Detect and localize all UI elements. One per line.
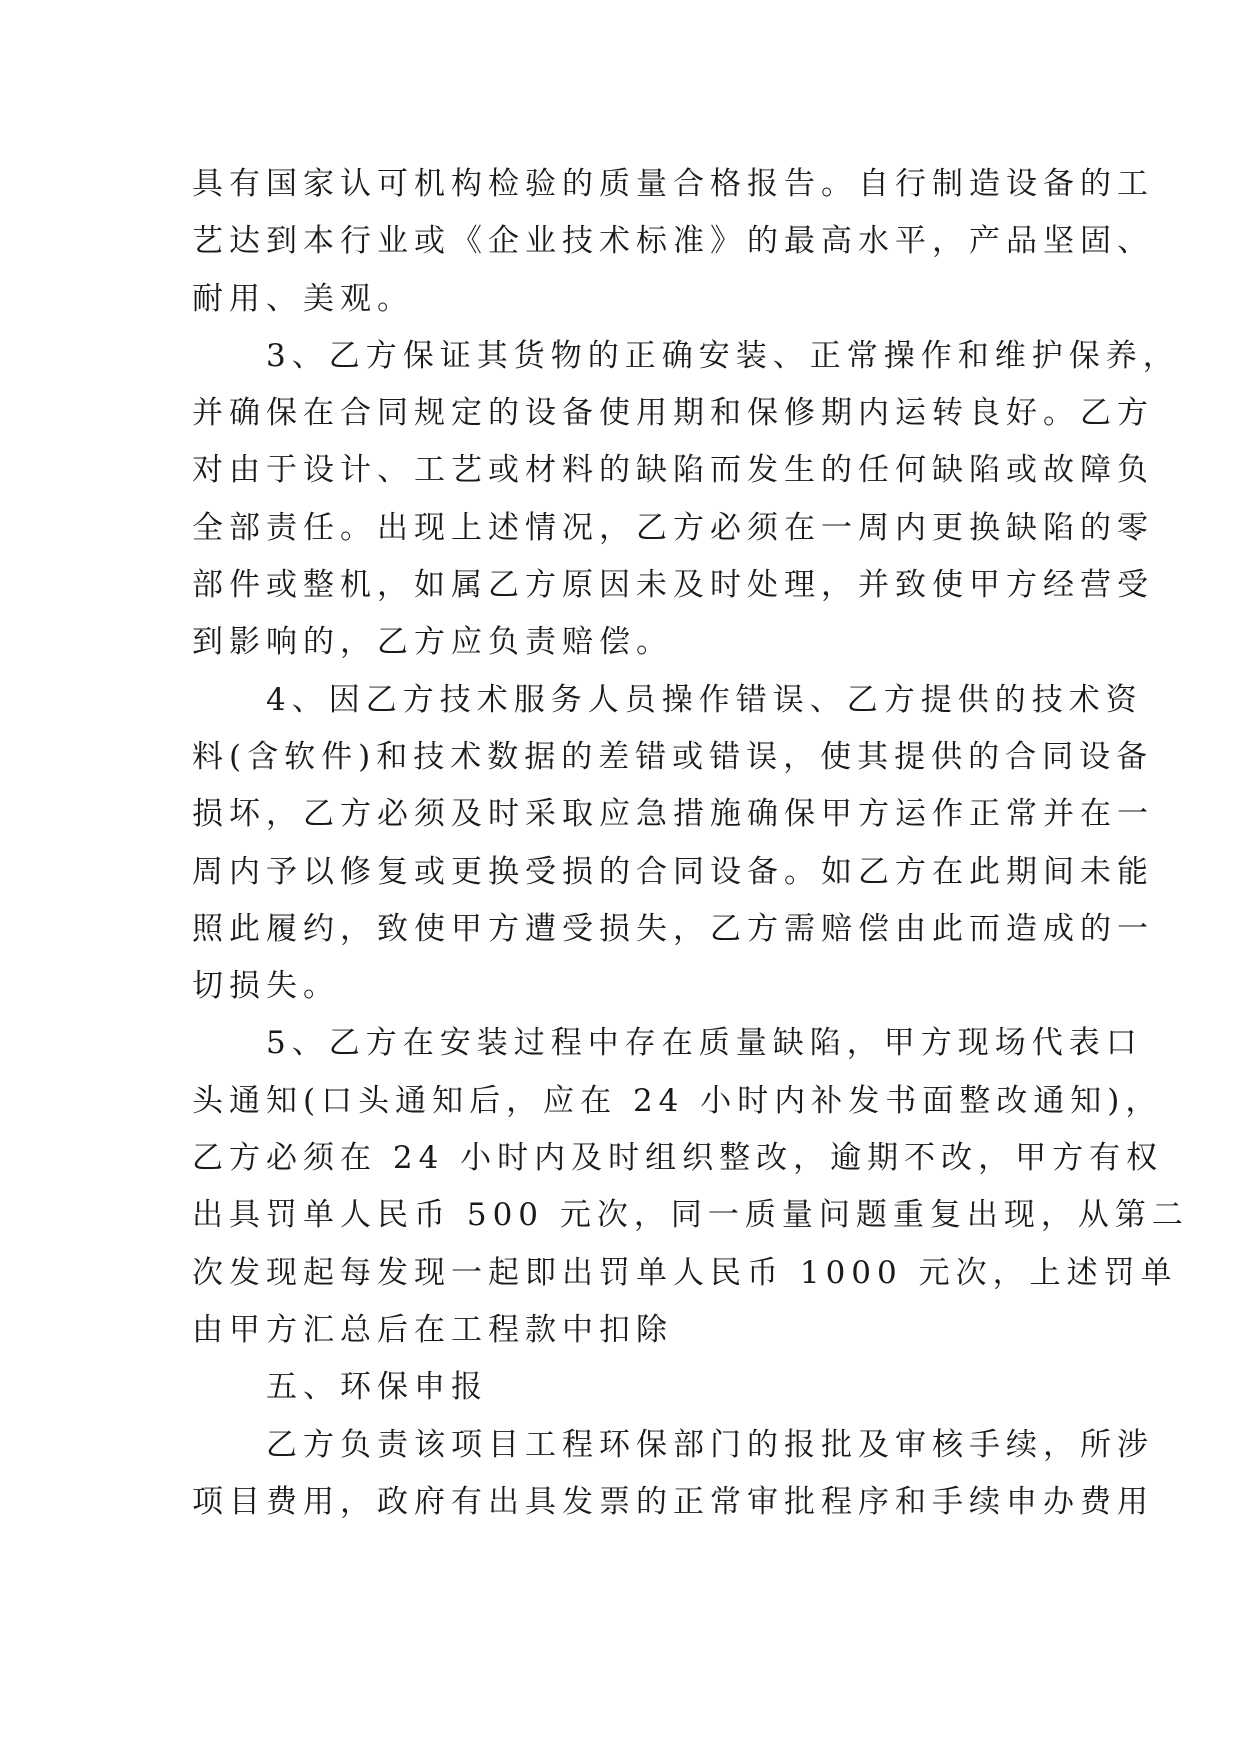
text-line: 照此履约，致使甲方遭受损失，乙方需赔偿由此而造成的一 — [192, 910, 1154, 947]
text-line: 头通知(口头通知后，应在 24 小时内补发书面整改通知)， — [192, 1082, 1163, 1119]
text-line: 乙方负责该项目工程环保部门的报批及审核手续，所涉 — [192, 1426, 1154, 1463]
text-line: 周内予以修复或更换受损的合同设备。如乙方在此期间未能 — [192, 853, 1154, 890]
text-line: 艺达到本行业或《企业技术标准》的最高水平，产品坚固、 — [192, 223, 1154, 260]
text-line: 损坏，乙方必须及时采取应急措施确保甲方运作正常并在一 — [192, 796, 1154, 833]
text-line: 对由于设计、工艺或材料的缺陷而发生的任何缺陷或故障负 — [192, 452, 1154, 489]
text-line: 到影响的，乙方应负责赔偿。 — [192, 624, 673, 661]
text-line: 切损失。 — [192, 968, 340, 1005]
text-line: 5、乙方在安装过程中存在质量缺陷，甲方现场代表口 — [192, 1025, 1143, 1062]
document-body — [192, 156, 1189, 1531]
text-line: 由甲方汇总后在工程款中扣除 — [192, 1311, 673, 1348]
text-line: 次发现起每发现一起即出罚单人民币 1000 元次，上述罚单 — [192, 1254, 1178, 1291]
text-line: 3、乙方保证其货物的正确安装、正常操作和维护保养， — [192, 337, 1180, 374]
text-line: 4、因乙方技术服务人员操作错误、乙方提供的技术资 — [192, 681, 1143, 718]
text-line: 部件或整机，如属乙方原因未及时处理，并致使甲方经营受 — [192, 567, 1154, 604]
text-line: 料(含软件)和技术数据的差错或错误，使其提供的合同设备 — [192, 738, 1154, 775]
text-line: 乙方必须在 24 小时内及时组织整改，逾期不改，甲方有权 — [192, 1140, 1164, 1177]
text-line: 具有国家认可机构检验的质量合格报告。自行制造设备的工 — [192, 166, 1154, 202]
text-line: 耐用、美观。 — [192, 280, 414, 317]
text-line: 并确保在合同规定的设备使用期和保修期内运转良好。乙方 — [192, 395, 1154, 432]
text-line: 项目费用，政府有出具发票的正常审批程序和手续申办费用 — [192, 1483, 1154, 1520]
text-line: 全部责任。出现上述情况，乙方必须在一周内更换缺陷的零 — [192, 509, 1154, 546]
text-line: 出具罚单人民币 500 元次，同一质量问题重复出现，从第二 — [192, 1197, 1189, 1234]
section-heading: 五、环保申报 — [192, 1369, 488, 1406]
